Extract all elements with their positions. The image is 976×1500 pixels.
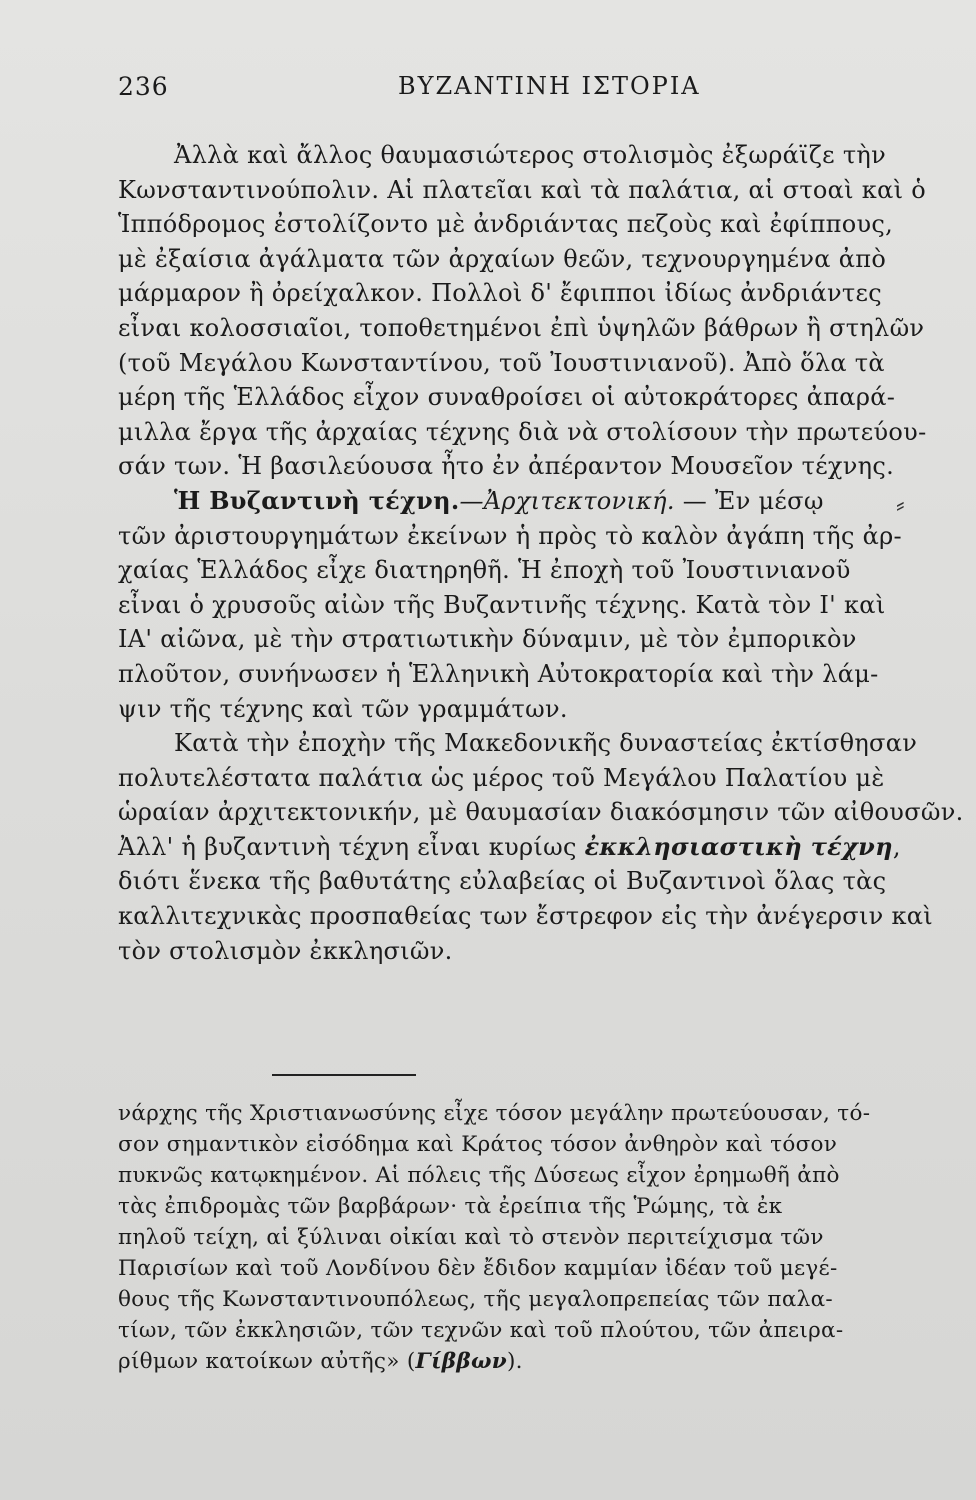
- emphasized-term: ἐκκλησιαστικὴ τέχνη: [584, 831, 893, 861]
- text-line: ΙΑ' αἰῶνα, μὲ τὴν στρατιωτικὴν δύναμιν, μὲ τὸν ἐμπορικὸν: [118, 625, 857, 654]
- text-line: ὡραίαν ἀρχιτεκτονικήν, μὲ θαυμασίαν διακόσμησιν τῶν αἰθουσῶν.: [118, 798, 964, 827]
- text-line: Κατὰ τὴν ἐποχὴν τῆς Μακεδονικῆς δυναστείας ἐκτίσθησαν: [174, 729, 918, 758]
- footnote-line: τὰς ἐπιδρομὰς τῶν βαρβάρων· τὰ ἐρείπια τῆς Ῥώμης, τὰ ἐκ: [118, 1194, 783, 1219]
- section-subhead-italic: —Ἀρχιτεκτονική.: [459, 486, 675, 515]
- main-text: [118, 138, 964, 968]
- footnote-divider: [272, 1074, 416, 1076]
- text-line: Ἀλλὰ καὶ ἄλλος θαυμασιώτερος στολισμὸς ἐξωράϊζε τὴν: [174, 141, 886, 169]
- footnote-line: Παρισίων καὶ τοῦ Λονδίνου δὲν ἔδιδον καμμίαν ἰδέαν τοῦ μεγέ-: [118, 1256, 838, 1281]
- section-subhead: Ἡ Βυζαντινὴ τέχνη.: [174, 485, 460, 515]
- text-line: διότι ἕνεκα τῆς βαθυτάτης εὐλαβείας οἱ Βυζαντινοὶ ὅλας τὰς: [118, 867, 887, 896]
- footnote: [118, 1098, 913, 1377]
- footnote-line: νάρχης τῆς Χριστιανωσύνης εἶχε τόσον μεγάλην πρωτεύουσαν, τό-: [118, 1101, 871, 1126]
- text-line: χαίας Ἑλλάδος εἶχε διατηρηθῆ. Ἡ ἐποχὴ τοῦ Ἰουστινιανοῦ: [118, 556, 851, 585]
- text-line: πολυτελέστατα παλάτια ὡς μέρος τοῦ Μεγάλου Παλατίου μὲ: [118, 763, 885, 792]
- text-line: εἶναι ὁ χρυσοῦς αἰὼν τῆς Βυζαντινῆς τέχνης. Κατὰ τὸν Ι' καὶ: [118, 590, 886, 619]
- text-line: ψιν τῆς τέχνης καὶ τῶν γραμμάτων.: [118, 694, 568, 723]
- emphasis-line: [118, 830, 926, 865]
- text-line: τῶν ἀριστουργημάτων ἐκείνων ἡ πρὸς τὸ καλὸν ἀγάπη τῆς ἀρ-: [118, 521, 902, 550]
- text-line: (τοῦ Μεγάλου Κωνσταντίνου, τοῦ Ἰουστινιανοῦ). Ἀπὸ ὅλα τὰ: [118, 348, 885, 377]
- footnote-line: θους τῆς Κωνσταντινουπόλεως, τῆς μεγαλοπρεπείας τῶν παλα-: [118, 1287, 833, 1312]
- text-run: — Ἐν μέσῳ: [674, 486, 824, 515]
- text-line: σάν των. Ἡ βασιλεύουσα ἦτο ἐν ἀπέραντον Μουσεῖον τέχνης.: [118, 452, 895, 481]
- text-line: μέρη τῆς Ἑλλάδος εἶχον συναθροίσει οἱ αὐτοκράτορες ἀπαρά-: [118, 383, 896, 412]
- text-run: ).: [506, 1349, 523, 1374]
- text-line: εἶναι κολοσσιαῖοι, τοποθετημένοι ἐπὶ ὑψηλῶν βάθρων ἢ στηλῶν: [118, 313, 925, 342]
- footnote-last-line: [118, 1346, 913, 1377]
- text-line: μὲ ἐξαίσια ἀγάλματα τῶν ἀρχαίων θεῶν, τεχνουργημένα ἀπὸ: [118, 244, 887, 273]
- text-line: Κωνσταντινούπολιν. Αἱ πλατεῖαι καὶ τὰ παλάτια, αἱ στοαὶ καὶ ὁ: [118, 175, 926, 204]
- text-line: μιλλα ἔργα τῆς ἀρχαίας τέχνης διὰ νὰ στολίσουν τὴν πρωτεύου-: [118, 417, 927, 446]
- text-line: Ἱππόδρομος ἐστολίζοντο μὲ ἀνδριάντας πεζοὺς καὶ ἐφίππους,: [118, 210, 894, 239]
- text-run: ,: [892, 832, 901, 861]
- text-run: Ἀλλ' ἡ βυζαντινὴ τέχνη εἶναι κυρίως: [118, 832, 585, 861]
- footnote-line: τίων, τῶν ἐκκλησιῶν, τῶν τεχνῶν καὶ τοῦ πλούτου, τῶν ἀπειρα-: [118, 1318, 844, 1343]
- text-run: ρίθμων κατοίκων αὐτῆς» (: [118, 1349, 416, 1374]
- pencil-mark-icon: ⸗: [896, 490, 905, 520]
- footnote-citation-author: Γίββων: [415, 1349, 507, 1374]
- footnote-line: πηλοῦ τείχη, αἱ ξύλιναι οἰκίαι καὶ τὸ στενὸν περιτείχισμα τῶν: [118, 1225, 824, 1250]
- text-line: μάρμαρον ἢ ὀρείχαλκον. Πολλοὶ δ' ἔφιπποι ἰδίως ἀνδριάντες: [118, 279, 882, 308]
- section-subhead-line: [118, 484, 926, 519]
- text-line: τὸν στολισμὸν ἐκκλησιῶν.: [118, 936, 453, 965]
- page-header: [118, 72, 918, 112]
- text-line: πλοῦτον, συνήνωσεν ἡ Ἑλληνικὴ Αὐτοκρατορία καὶ τὴν λάμ-: [118, 659, 879, 688]
- text-line: καλλιτεχνικὰς προσπαθείας των ἔστρεφον εἰς τὴν ἀνέγερσιν καὶ: [118, 902, 933, 931]
- running-title: ΒΥΖΑΝΤΙΝΗ ΙΣΤΟΡΙΑ: [398, 72, 701, 100]
- footnote-line: σον σημαντικὸν εἰσόδημα καὶ Κράτος τόσον ἀνθηρὸν καὶ τόσον: [118, 1132, 838, 1157]
- footnote-line: πυκνῶς κατῳκημένον. Αἱ πόλεις τῆς Δύσεως εἶχον ἐρημωθῆ ἀπὸ: [118, 1163, 840, 1188]
- page-number: 236: [118, 72, 169, 101]
